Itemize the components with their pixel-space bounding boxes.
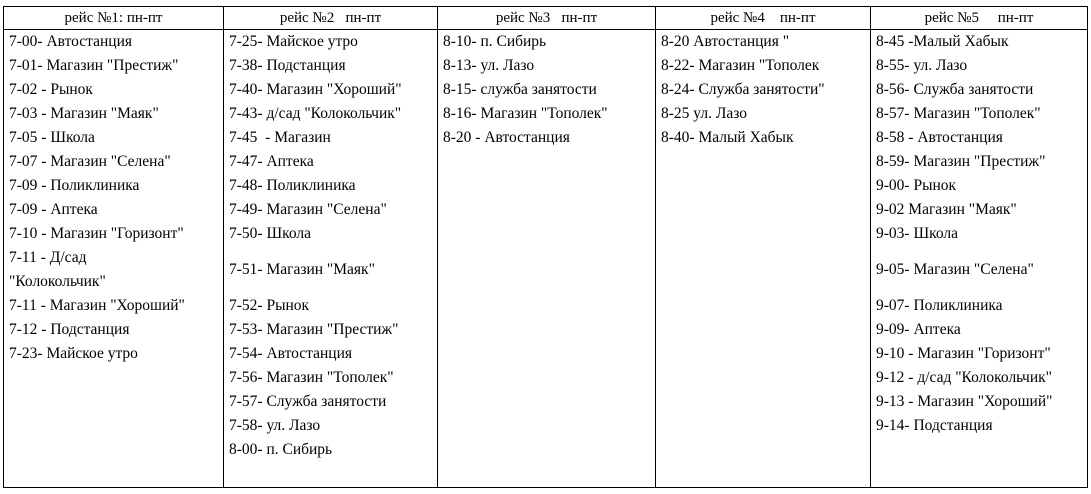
stop-entry: 8-20 - Автостанция bbox=[443, 129, 570, 146]
route-5-stops bbox=[871, 30, 1087, 438]
stop-entry: 9-03- Школа bbox=[876, 225, 958, 242]
stop-entry: 7-02 - Рынок bbox=[9, 81, 93, 98]
route-4-header: рейс №4 пн-пт bbox=[656, 7, 870, 30]
stop-entry: 7-00- Автостанция bbox=[9, 33, 133, 50]
stop-entry: 7-51- Магазин "Маяк" bbox=[229, 261, 375, 278]
stop-entry: 7-05 - Школа bbox=[9, 129, 95, 146]
stop-entry: 7-40- Магазин "Хороший" bbox=[229, 81, 402, 98]
stop-entry: 7-48- Поликлиника bbox=[229, 177, 356, 194]
route-3-column bbox=[437, 7, 655, 487]
stop-entry: 8-22- Магазин "Тополек bbox=[661, 57, 820, 74]
route-1-header: рейс №1: пн-пт bbox=[4, 7, 223, 30]
stop-entry: 7-01- Магазин "Престиж" bbox=[9, 57, 179, 74]
route-1-column bbox=[4, 7, 223, 487]
stop-entry: 7-38- Подстанция bbox=[229, 57, 346, 74]
stop-entry: 8-10- п. Сибирь bbox=[443, 33, 547, 50]
stop-entry: 7-47- Аптека bbox=[229, 153, 314, 170]
route-4-stops bbox=[656, 30, 870, 150]
stop-entry: 9-12 - д/сад "Колокольчик" bbox=[876, 369, 1053, 386]
stop-entry: 8-00- п. Сибирь bbox=[229, 441, 333, 458]
route-5-column bbox=[870, 7, 1087, 487]
stop-entry: 7-09 - Аптека bbox=[9, 201, 98, 218]
route-1-stops bbox=[4, 30, 223, 366]
stop-entry: 8-13- ул. Лазо bbox=[443, 57, 535, 74]
stop-entry: 9-10 - Магазин "Горизонт" bbox=[876, 345, 1051, 362]
stop-entry: 8-58 - Автостанция bbox=[876, 129, 1003, 146]
route-3-stops bbox=[438, 30, 655, 150]
stop-entry: "Колокольчик" bbox=[9, 273, 106, 290]
stop-entry: 7-11 - Д/сад bbox=[9, 249, 87, 266]
stop-entry: 7-23- Майское утро bbox=[9, 345, 138, 362]
stop-entry: 7-52- Рынок bbox=[229, 297, 310, 314]
stop-entry: 7-03 - Магазин "Маяк" bbox=[9, 105, 159, 122]
stop-entry: 9-00- Рынок bbox=[876, 177, 957, 194]
stop-entry: 9-07- Поликлиника bbox=[876, 297, 1003, 314]
stop-entry: 8-59- Магазин "Престиж" bbox=[876, 153, 1046, 170]
stop-entry: 8-45 -Малый Хабык bbox=[876, 33, 1009, 50]
stop-entry: 8-20 Автостанция " bbox=[661, 33, 790, 50]
stop-entry: 8-57- Магазин "Тополек" bbox=[876, 105, 1041, 122]
stop-entry: 7-57- Служба занятости bbox=[229, 393, 387, 410]
stop-entry: 8-16- Магазин "Тополек" bbox=[443, 105, 608, 122]
stop-entry: 7-11 - Магазин "Хороший" bbox=[9, 297, 185, 314]
stop-entry: 9-02 Магазин "Маяк" bbox=[876, 201, 1017, 218]
route-5-header: рейс №5 пн-пт bbox=[871, 7, 1087, 30]
stop-entry: 7-43- д/сад "Колокольчик" bbox=[229, 105, 402, 122]
route-4-column bbox=[655, 7, 870, 487]
route-2-header: рейс №2 пн-пт bbox=[224, 7, 437, 30]
stop-entry: 7-10 - Магазин "Горизонт" bbox=[9, 225, 184, 242]
stop-entry: 8-25 ул. Лазо bbox=[661, 105, 748, 122]
stop-entry: 9-05- Магазин "Селена" bbox=[876, 261, 1034, 278]
stop-entry: 7-53- Магазин "Престиж" bbox=[229, 321, 399, 338]
route-2-stops bbox=[224, 30, 437, 462]
stop-entry: 7-58- ул. Лазо bbox=[229, 417, 321, 434]
stop-entry: 7-07 - Магазин "Селена" bbox=[9, 153, 171, 170]
stop-entry: 8-55- ул. Лазо bbox=[876, 57, 968, 74]
stop-entry: 7-12 - Подстанция bbox=[9, 321, 130, 338]
stop-entry: 8-56- Служба занятости bbox=[876, 81, 1034, 98]
stop-entry: 7-45 - Магазин bbox=[229, 129, 331, 146]
stop-entry: 8-24- Служба занятости" bbox=[661, 81, 825, 98]
stop-entry: 8-15- служба занятости bbox=[443, 81, 597, 98]
bus-schedule-table bbox=[3, 6, 1088, 488]
stop-entry: 7-25- Майское утро bbox=[229, 33, 358, 50]
stop-entry: 8-40- Малый Хабык bbox=[661, 129, 794, 146]
stop-entry: 7-09 - Поликлиника bbox=[9, 177, 140, 194]
stop-entry: 9-14- Подстанция bbox=[876, 417, 993, 434]
route-3-header: рейс №3 пн-пт bbox=[438, 7, 655, 30]
stop-entry: 7-56- Магазин "Тополек" bbox=[229, 369, 394, 386]
stop-entry: 7-50- Школа bbox=[229, 225, 311, 242]
stop-entry: 7-54- Автостанция bbox=[229, 345, 353, 362]
stop-entry: 9-09- Аптека bbox=[876, 321, 961, 338]
stop-entry: 9-13 - Магазин "Хороший" bbox=[876, 393, 1053, 410]
stop-entry: 7-49- Магазин "Селена" bbox=[229, 201, 387, 218]
route-2-column bbox=[223, 7, 437, 487]
